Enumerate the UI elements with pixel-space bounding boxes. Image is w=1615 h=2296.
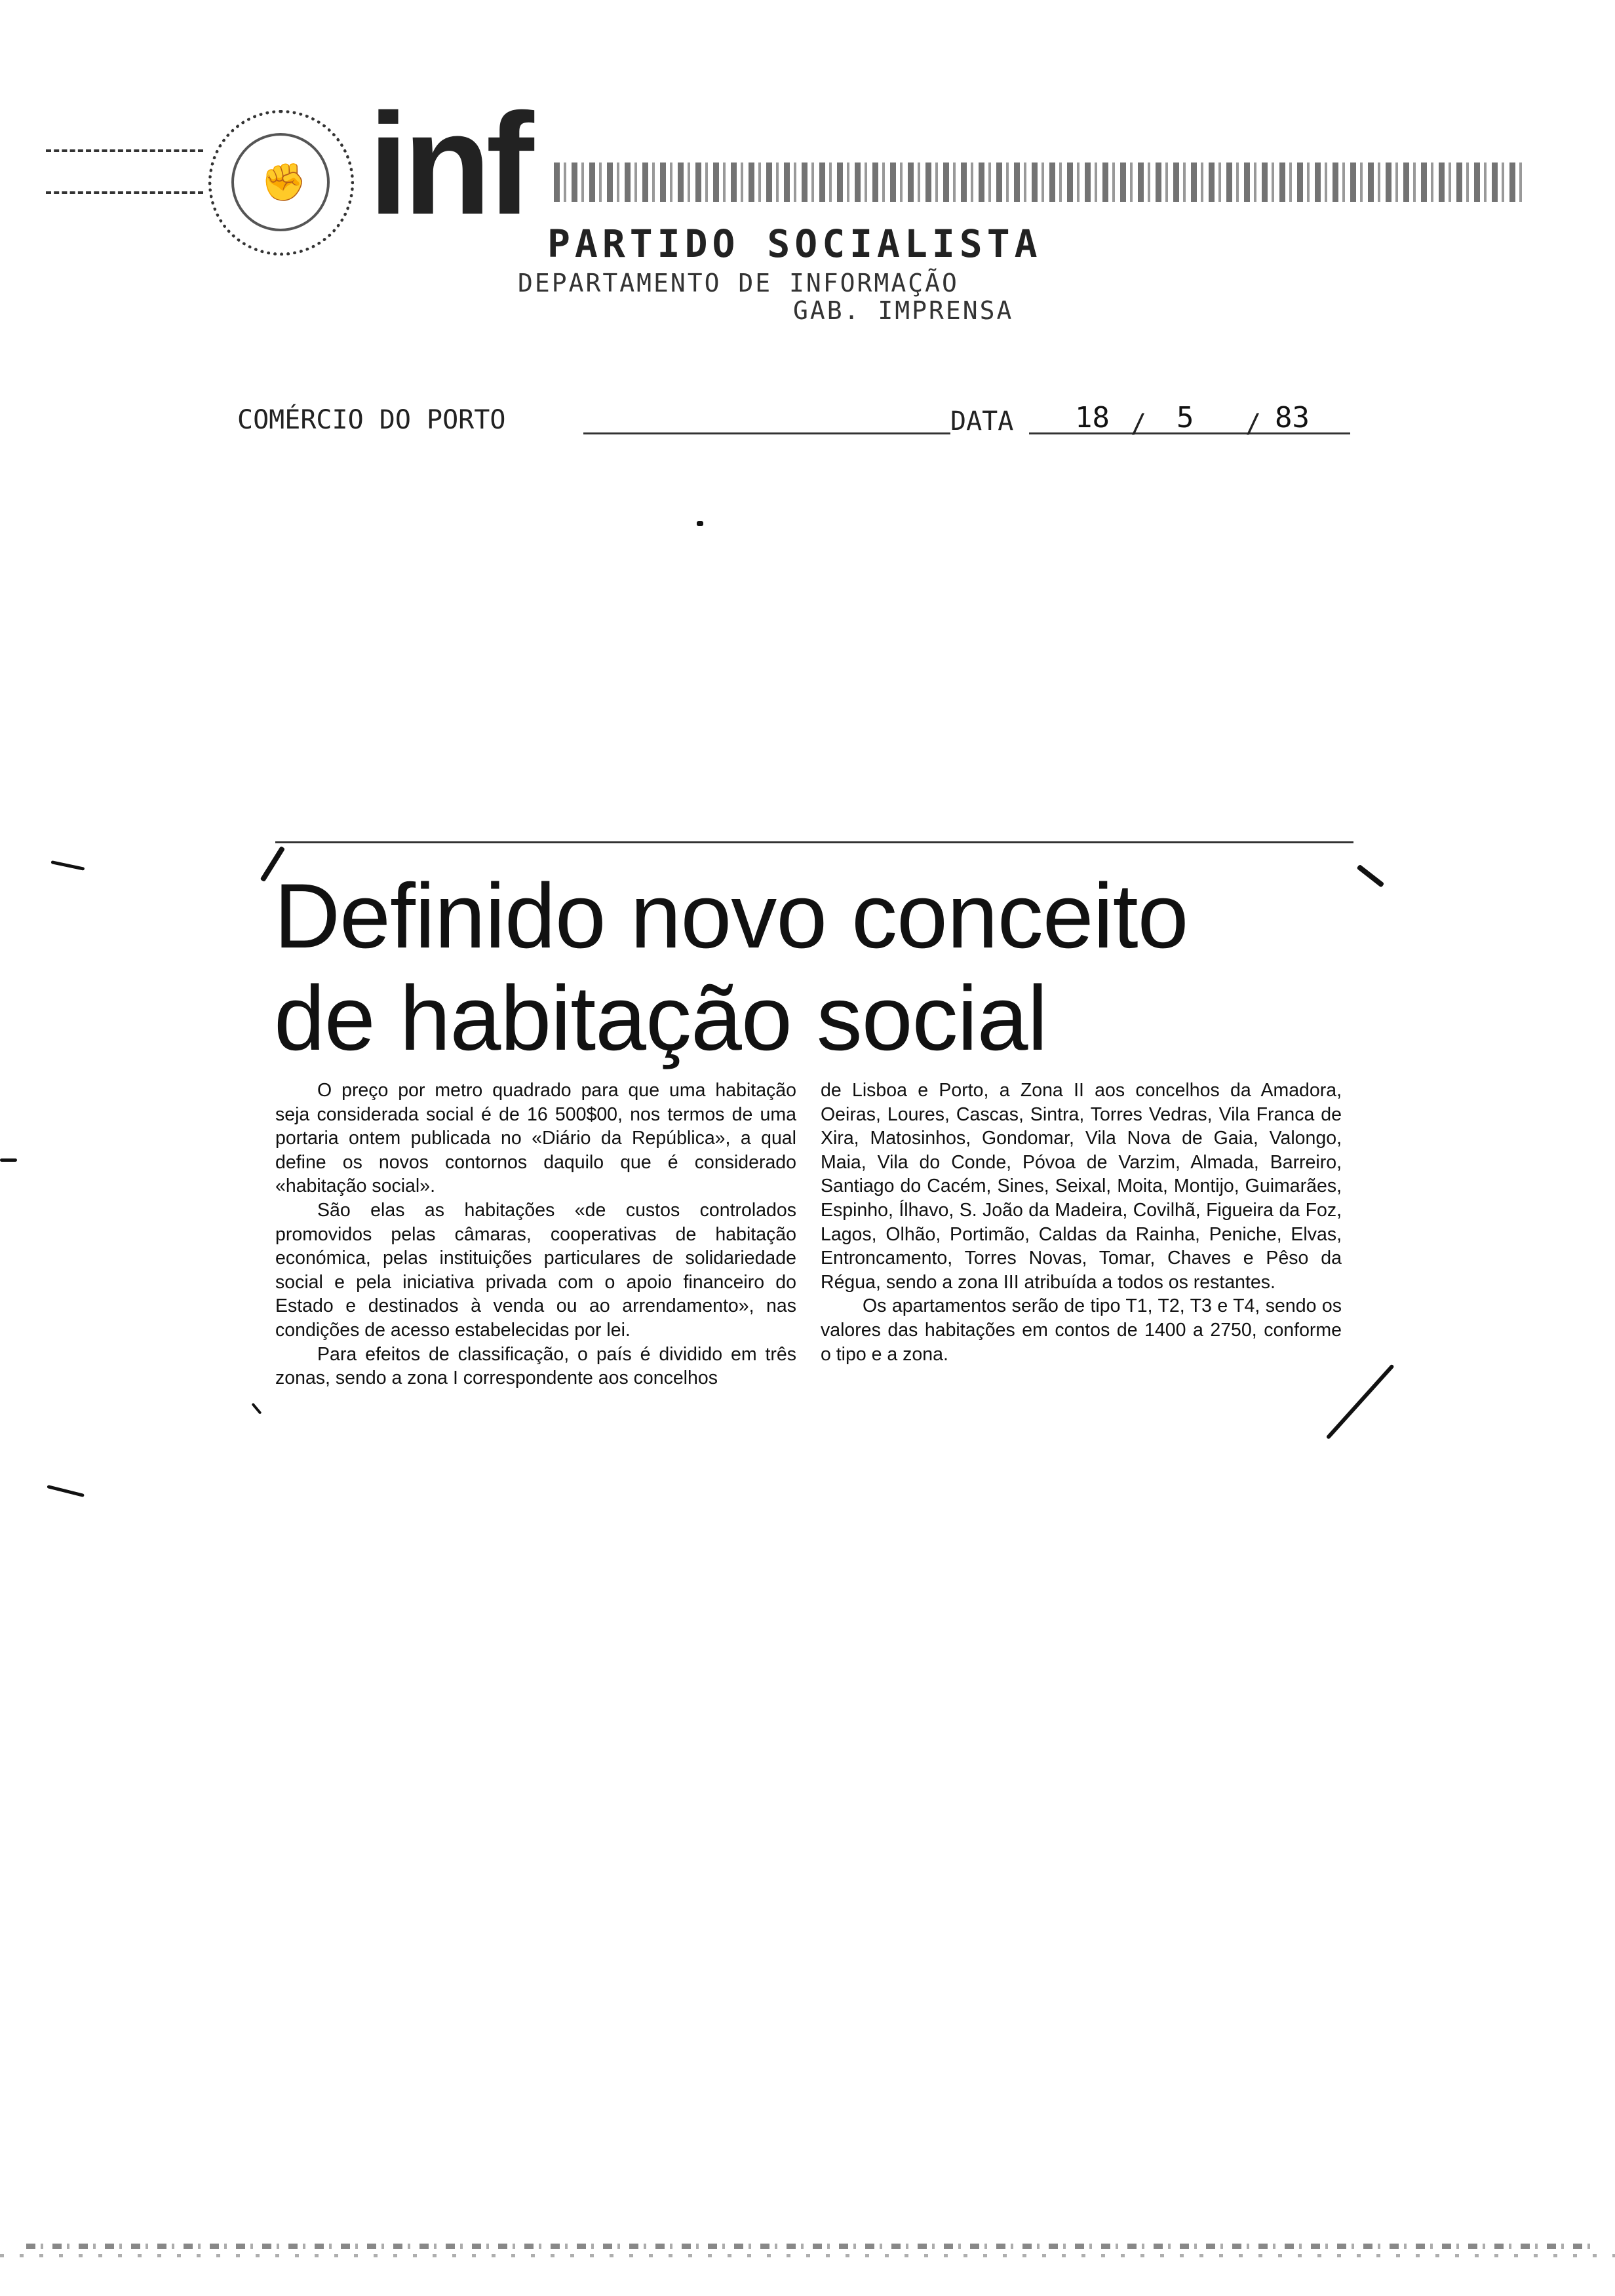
date-separator: / [1245, 409, 1262, 439]
article-column-2 [821, 1079, 1342, 1366]
scan-edge-artifact [0, 2254, 1615, 2257]
article-paragraph: São elas as habitações «de custos controlados promovidos pelas câmaras, cooperativas de habitação económica, pelas instituições particulares de solidariedade social e pela iniciativa privada com o apoio financeiro do Estado e destinados à venda ou ao arrendamento», nas condições de acesso estabelecidas por lei. [275, 1199, 796, 1341]
party-seal-icon [208, 110, 354, 256]
letterhead-rule-left [46, 149, 203, 194]
fist-rose-icon: ✊ [261, 161, 307, 204]
article-paragraph: de Lisboa e Porto, a Zona II aos concelhos da Amadora, Oeiras, Loures, Cascas, Sintra, Torres Vedras, Vila Franca de Xira, Matosinhos, Gondomar, Vila Nova de Gaia, Valongo, Maia, Vila do Conde, Póvoa de Varzim, Almada, Barreiro, Santiago do Cacém, Sines, Seixal, Moita, Montijo, Guimarães, Espinho, Ílhavo, S. João da Madeira, Covilhã, Figueira da Foz, Lagos, Olhão, Portimão, Caldas da Rainha, Peniche, Elvas, Entroncamento, Torres Novas, Tomar, Chaves e Pêso da Régua, sendo a zona III atribuída a todos os restantes. [821, 1080, 1342, 1293]
margin-mark [50, 860, 85, 871]
article-headline [274, 865, 1388, 1069]
organization-name: PARTIDO SOCIALISTA [547, 221, 1042, 266]
margin-mark [0, 1158, 17, 1162]
article-paragraph: Para efeitos de classificação, o país é dividido em três zonas, sendo a zona I correspondente aos concelhos [275, 1343, 796, 1389]
inf-logo: inf [368, 83, 529, 244]
date-separator: / [1131, 409, 1147, 439]
office-name: GAB. IMPRENSA [793, 296, 1014, 325]
date-day: 18 [1075, 401, 1110, 434]
seal-inner-ring [231, 133, 330, 231]
scan-speck [697, 521, 703, 526]
headline-line-2: de habitação social [274, 966, 1047, 1069]
article-paragraph: Os apartamentos serão de tipo T1, T2, T3 e T4, sendo os valores das habitações em contos de 1400 a 2750, conforme o tipo e a zona. [821, 1295, 1342, 1365]
article-paragraph: O preço por metro quadrado para que uma habitação seja considerada social é de 16 500$00, nos termos de uma portaria ontem publicada no «Diário da República», a qual define os novos contornos daquilo que é considerado «habitação social». [275, 1080, 796, 1197]
scan-edge-artifact [26, 2244, 1593, 2249]
headline-line-1: Definido novo conceito [274, 864, 1188, 967]
margin-mark [47, 1485, 84, 1497]
date-year: 83 [1275, 401, 1310, 434]
clipping-top-rule [275, 841, 1353, 843]
cut-mark [1326, 1364, 1395, 1440]
letterhead-rule-right [554, 163, 1524, 202]
date-label: DATA [950, 406, 1014, 436]
publication-underline [583, 432, 950, 434]
publication-name: COMÉRCIO DO PORTO [237, 405, 506, 435]
cut-mark [251, 1403, 262, 1415]
department-name: DEPARTAMENTO DE INFORMAÇÃO [518, 269, 959, 297]
date-month: 5 [1177, 401, 1194, 434]
article-column-1 [275, 1079, 796, 1390]
